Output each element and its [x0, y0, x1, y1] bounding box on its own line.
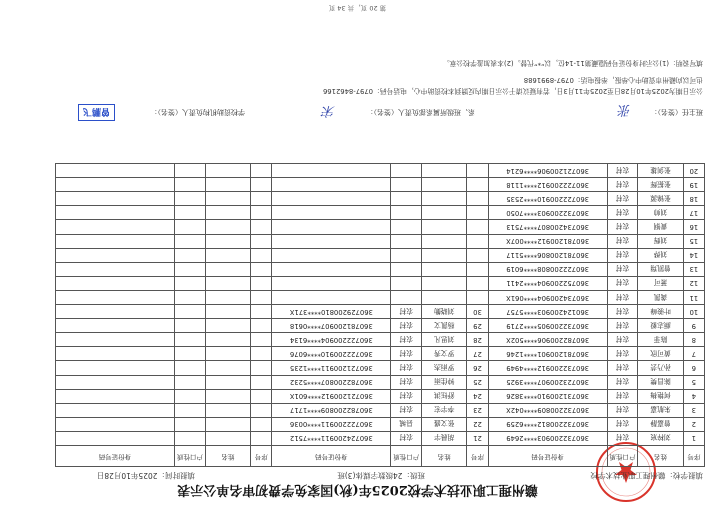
- table-cell: [251, 375, 272, 389]
- table-cell: [272, 178, 391, 192]
- table-cell: [422, 276, 467, 290]
- table-cell: 农村: [607, 234, 638, 248]
- date-field: 填报时间：2025年10月28日: [96, 471, 195, 480]
- column-header: 户口性质: [607, 446, 638, 467]
- table-cell: [251, 290, 272, 304]
- table-cell: [272, 276, 391, 290]
- table-cell: 360734200807****7513: [488, 220, 607, 234]
- table-cell: 14: [683, 248, 704, 262]
- fill-instructions: 填写说明：(1)公示时身份证号码隐藏第11-14位，以“*”代替。(2)本表加盖学校公章。: [442, 59, 703, 67]
- table-cell: 360732200812****6259: [488, 417, 607, 431]
- table-cell: 360781200806****5117: [488, 248, 607, 262]
- table-row: [56, 305, 705, 319]
- table-cell: 刘帅: [638, 206, 683, 220]
- table-cell: [205, 375, 250, 389]
- table-cell: [467, 192, 488, 206]
- table-cell: 农村: [391, 347, 422, 361]
- handwritten-signature: 张: [617, 102, 631, 117]
- table-cell: [174, 417, 205, 431]
- table-cell: [56, 347, 175, 361]
- table-cell: 颜志毅: [638, 319, 683, 333]
- column-header: 身份证号码: [488, 446, 607, 467]
- table-cell: 24: [467, 389, 488, 403]
- table-cell: [56, 333, 175, 347]
- table-cell: 360781200912****007X: [488, 234, 607, 248]
- table-cell: [391, 276, 422, 290]
- table-row: [56, 248, 705, 262]
- table-cell: 胡晨宇: [422, 431, 467, 445]
- table-cell: [251, 178, 272, 192]
- table-cell: [174, 192, 205, 206]
- table-cell: [251, 319, 272, 333]
- table-row: [56, 220, 705, 234]
- table-cell: [272, 164, 391, 178]
- table-cell: 360782200906****502X: [488, 333, 607, 347]
- table-cell: 16: [683, 220, 704, 234]
- table-cell: [205, 333, 250, 347]
- table-cell: 陈菲: [638, 333, 683, 347]
- table-cell: [251, 403, 272, 417]
- table-cell: 龚凯: [638, 290, 683, 304]
- class-field: 班级：24级数字媒体(3)班: [337, 471, 425, 480]
- table-cell: 1: [683, 431, 704, 445]
- table-cell: 25: [467, 375, 488, 389]
- school-field: 填报学校：赣州理工职业技术学校: [590, 471, 703, 480]
- table-cell: [251, 220, 272, 234]
- table-cell: [205, 262, 250, 276]
- table-cell: [272, 290, 391, 304]
- table-cell: 农村: [607, 206, 638, 220]
- table-cell: [174, 375, 205, 389]
- table-cell: [56, 417, 175, 431]
- table-cell: 农村: [607, 319, 638, 333]
- table-row: [56, 361, 705, 375]
- column-header: 序号: [467, 446, 488, 467]
- table-cell: [56, 403, 175, 417]
- table-row: [56, 290, 705, 304]
- table-cell: 农村: [607, 178, 638, 192]
- table-cell: 农村: [607, 276, 638, 290]
- table-cell: 农村: [391, 333, 422, 347]
- table-cell: [205, 403, 250, 417]
- column-header: 姓名: [205, 446, 250, 467]
- table-cell: 13: [683, 262, 704, 276]
- table-cell: 农村: [391, 431, 422, 445]
- aid-office-head-signature: 学校资助机构负责人（签名）：: [150, 108, 245, 116]
- table-cell: [467, 248, 488, 262]
- table-cell: 黄钢: [638, 220, 683, 234]
- table-cell: [251, 361, 272, 375]
- table-row: [56, 319, 705, 333]
- table-cell: 360722200910****2535: [488, 192, 607, 206]
- table-cell: [56, 164, 175, 178]
- table-cell: [205, 248, 250, 262]
- table-cell: 农村: [607, 347, 638, 361]
- table-cell: 360781200907****0618: [272, 319, 391, 333]
- table-cell: [467, 290, 488, 304]
- table-cell: 360732200912****4949: [488, 361, 607, 375]
- table-cell: 360782200807****5232: [272, 375, 391, 389]
- table-cell: 萧可: [638, 276, 683, 290]
- table-cell: 23: [467, 403, 488, 417]
- table-cell: 农村: [607, 262, 638, 276]
- table-cell: [467, 262, 488, 276]
- table-cell: [391, 164, 422, 178]
- table-cell: 农村: [607, 305, 638, 319]
- table-cell: 舒钰淇: [422, 389, 467, 403]
- table-cell: [205, 305, 250, 319]
- table-cell: [422, 220, 467, 234]
- table-cell: [251, 389, 272, 403]
- table-cell: 360781200901****1246: [488, 347, 607, 361]
- table-cell: 县城: [391, 417, 422, 431]
- column-header: 姓名: [638, 446, 683, 467]
- table-cell: 叶骏峰: [638, 305, 683, 319]
- table-cell: [174, 347, 205, 361]
- table-cell: [467, 178, 488, 192]
- table-cell: 20: [683, 164, 704, 178]
- table-cell: 4: [683, 389, 704, 403]
- table-cell: 8: [683, 333, 704, 347]
- table-cell: 26: [467, 361, 488, 375]
- table-cell: 7: [683, 347, 704, 361]
- column-header: 户口性质: [391, 446, 422, 467]
- table-cell: 15: [683, 234, 704, 248]
- table-cell: [391, 234, 422, 248]
- table-cell: [422, 290, 467, 304]
- table-cell: [56, 220, 175, 234]
- table-cell: [205, 347, 250, 361]
- table-row: [56, 276, 705, 290]
- table-cell: 刘烨: [638, 248, 683, 262]
- column-header: 姓名: [422, 446, 467, 467]
- table-cell: 孙乃芸: [638, 361, 683, 375]
- name-stamp: 曾鹏飞: [78, 104, 115, 121]
- table-cell: [272, 262, 391, 276]
- table-cell: 何艳梅: [638, 389, 683, 403]
- table-cell: 农村: [607, 192, 638, 206]
- table-cell: 农村: [391, 403, 422, 417]
- table-cell: 刘梓宸: [638, 431, 683, 445]
- table-cell: [205, 417, 250, 431]
- table-cell: [391, 220, 422, 234]
- table-cell: 360723200907****3925: [488, 375, 607, 389]
- table-row: [56, 192, 705, 206]
- table-cell: [205, 192, 250, 206]
- table-cell: 农村: [607, 333, 638, 347]
- table-cell: 360721200906****6214: [488, 164, 607, 178]
- table-row: [56, 262, 705, 276]
- table-cell: 360722200912****1118: [488, 178, 607, 192]
- table-cell: 曾嘉静: [638, 417, 683, 431]
- table-cell: [174, 248, 205, 262]
- table-cell: [56, 192, 175, 206]
- table-cell: [422, 262, 467, 276]
- table-cell: [205, 206, 250, 220]
- table-cell: [251, 417, 272, 431]
- table-cell: [174, 206, 205, 220]
- table-cell: 28: [467, 333, 488, 347]
- table-cell: 农村: [391, 389, 422, 403]
- table-body: [56, 164, 705, 446]
- table-cell: 360721200912****601X: [272, 389, 391, 403]
- table-cell: [422, 248, 467, 262]
- table-cell: [272, 206, 391, 220]
- table-cell: [205, 178, 250, 192]
- table-cell: [251, 248, 272, 262]
- homeroom-teacher-signature: 班主任（签名）：: [650, 108, 703, 116]
- table-cell: 360732200905****2719: [488, 319, 607, 333]
- table-cell: 农村: [391, 305, 422, 319]
- table-cell: 360721200911****1235: [272, 361, 391, 375]
- table-cell: [56, 389, 175, 403]
- table-cell: [174, 164, 205, 178]
- table-cell: [174, 262, 205, 276]
- table-cell: [56, 248, 175, 262]
- table-cell: [467, 206, 488, 220]
- table-cell: [251, 431, 272, 445]
- table-cell: [391, 206, 422, 220]
- table-row: [56, 178, 705, 192]
- table-cell: [205, 361, 250, 375]
- table-cell: 钟佳雨: [422, 375, 467, 389]
- table-cell: [272, 248, 391, 262]
- table-row: [56, 417, 705, 431]
- table-cell: [391, 248, 422, 262]
- table-cell: 360124200903****5757: [488, 305, 607, 319]
- table-cell: [205, 319, 250, 333]
- table-cell: 6: [683, 361, 704, 375]
- document-title: 赣州理工职业技术学校2025年(秋)国家免学费初审名单公示表: [177, 482, 538, 497]
- table-cell: [391, 262, 422, 276]
- table-cell: [422, 178, 467, 192]
- table-cell: 刘晓勤: [422, 305, 467, 319]
- table-cell: [174, 234, 205, 248]
- table-cell: 农村: [607, 403, 638, 417]
- table-cell: [174, 333, 205, 347]
- table-cell: [422, 234, 467, 248]
- table-cell: [251, 234, 272, 248]
- table-cell: [56, 361, 175, 375]
- table-cell: [56, 178, 175, 192]
- table-row: [56, 431, 705, 445]
- table-cell: 17: [683, 206, 704, 220]
- table-cell: [56, 290, 175, 304]
- table-cell: 2: [683, 417, 704, 431]
- table-cell: 曾凯翔: [638, 262, 683, 276]
- table-cell: 农村: [607, 164, 638, 178]
- table-cell: 农村: [607, 248, 638, 262]
- table-cell: 刘思凡: [422, 333, 467, 347]
- table-cell: 张振辉: [638, 178, 683, 192]
- table-cell: 360732200809****042X: [488, 403, 607, 417]
- table-cell: [391, 178, 422, 192]
- table-cell: [174, 431, 205, 445]
- table-cell: 农村: [607, 220, 638, 234]
- table-cell: 黄可欣: [638, 347, 683, 361]
- table-cell: [272, 234, 391, 248]
- column-header: 身份证号码: [272, 446, 391, 467]
- column-header: 序号: [683, 446, 704, 467]
- table-row: [56, 347, 705, 361]
- table-cell: 360722200808****6019: [488, 262, 607, 276]
- table-cell: [205, 276, 250, 290]
- table-cell: 10: [683, 305, 704, 319]
- table-cell: [205, 431, 250, 445]
- table-row: [56, 333, 705, 347]
- table-cell: 农村: [607, 361, 638, 375]
- table-row: [56, 206, 705, 220]
- table-cell: [467, 220, 488, 234]
- table-cell: [174, 305, 205, 319]
- table-cell: [174, 403, 205, 417]
- table-cell: [251, 276, 272, 290]
- table-cell: [467, 164, 488, 178]
- table-cell: 李宇宏: [422, 403, 467, 417]
- table-cell: 11: [683, 290, 704, 304]
- table-cell: 19: [683, 178, 704, 192]
- column-header: 序号: [251, 446, 272, 467]
- table-cell: [391, 192, 422, 206]
- table-cell: 农村: [607, 375, 638, 389]
- table-cell: 农村: [391, 361, 422, 375]
- table-row: [56, 375, 705, 389]
- table-cell: [174, 220, 205, 234]
- table-cell: 刘辉: [638, 234, 683, 248]
- table-cell: 农村: [607, 389, 638, 403]
- notice-line: 公示日期为2025年10月28日至2025年11月3日，若有疑议请于公示日期内反馈到本校资助中心，电话号码：0797-8462166: [323, 87, 703, 95]
- table-cell: 30: [467, 305, 488, 319]
- table-cell: 农村: [391, 375, 422, 389]
- table-cell: 5: [683, 375, 704, 389]
- page-number: 第 20 页，共 34 页: [328, 4, 387, 12]
- table-cell: [205, 290, 250, 304]
- table-cell: 农村: [607, 417, 638, 431]
- table-cell: [251, 206, 272, 220]
- table-cell: 29: [467, 319, 488, 333]
- table-cell: [422, 164, 467, 178]
- table-cell: [56, 305, 175, 319]
- table-cell: 朱航嘉: [638, 403, 683, 417]
- table-header-row: [56, 446, 705, 467]
- table-cell: 农村: [391, 319, 422, 333]
- table-cell: 21: [467, 431, 488, 445]
- table-cell: 360732200903****2649: [488, 431, 607, 445]
- table-row: [56, 234, 705, 248]
- table-cell: [174, 361, 205, 375]
- table-cell: [251, 262, 272, 276]
- table-row: [56, 389, 705, 403]
- table-cell: [272, 220, 391, 234]
- table-cell: 3: [683, 403, 704, 417]
- table-cell: [56, 234, 175, 248]
- table-cell: [205, 164, 250, 178]
- table-cell: 农村: [607, 290, 638, 304]
- table-cell: [174, 276, 205, 290]
- table-cell: 张锦源: [638, 192, 683, 206]
- table-cell: 360729200810****371X: [272, 305, 391, 319]
- table-cell: [251, 192, 272, 206]
- table-cell: [205, 389, 250, 403]
- table-cell: 杨凯文: [422, 319, 467, 333]
- column-header: 户口性质: [174, 446, 205, 467]
- table-cell: [391, 290, 422, 304]
- table-cell: 360752200904****2411: [488, 276, 607, 290]
- table-cell: 360782200809****1717: [272, 403, 391, 417]
- table-cell: [56, 276, 175, 290]
- table-cell: [56, 375, 175, 389]
- table-cell: 360724200911****7512: [272, 431, 391, 445]
- table-cell: 陈昌樊: [638, 375, 683, 389]
- table-cell: [56, 431, 175, 445]
- table-cell: [467, 276, 488, 290]
- table-cell: 360731200910****3826: [488, 389, 607, 403]
- table-cell: [467, 234, 488, 248]
- table-cell: 张剑雄: [638, 164, 683, 178]
- table-cell: [174, 290, 205, 304]
- table-row: [56, 403, 705, 417]
- department-head-signature: 系、班级所属系部负责人（签名）：: [366, 108, 475, 116]
- table-cell: [56, 262, 175, 276]
- table-cell: 27: [467, 347, 488, 361]
- table-cell: [56, 319, 175, 333]
- notice-line: 也可以向赣州市资助中心举报，举报电话：0797-8991688: [523, 76, 703, 84]
- table-cell: 360722200910****6076: [272, 347, 391, 361]
- table-row: [56, 164, 705, 178]
- table-cell: 农村: [607, 431, 638, 445]
- table-cell: [205, 220, 250, 234]
- table-cell: 360732200903****7050: [488, 206, 607, 220]
- table-cell: 张文盛: [422, 417, 467, 431]
- table-cell: 360722200911****0036: [272, 417, 391, 431]
- table-cell: [205, 234, 250, 248]
- table-cell: [174, 178, 205, 192]
- table-cell: 18: [683, 192, 704, 206]
- table-cell: [251, 347, 272, 361]
- roster-table: [55, 163, 705, 467]
- handwritten-signature: 宋: [321, 103, 335, 118]
- table-cell: [174, 319, 205, 333]
- table-cell: [272, 192, 391, 206]
- table-cell: [251, 305, 272, 319]
- table-cell: [422, 206, 467, 220]
- table-cell: 360734200904****061X: [488, 290, 607, 304]
- table-cell: 360722200904****6134: [272, 333, 391, 347]
- table-cell: [174, 389, 205, 403]
- table-cell: 12: [683, 276, 704, 290]
- table-cell: [251, 164, 272, 178]
- table-cell: 罗文秀: [422, 347, 467, 361]
- table-cell: [422, 192, 467, 206]
- table-cell: [251, 333, 272, 347]
- table-cell: [56, 206, 175, 220]
- table-cell: 罗雨杰: [422, 361, 467, 375]
- table-cell: 9: [683, 319, 704, 333]
- table-cell: 22: [467, 417, 488, 431]
- column-header: 身份证号码: [56, 446, 175, 467]
